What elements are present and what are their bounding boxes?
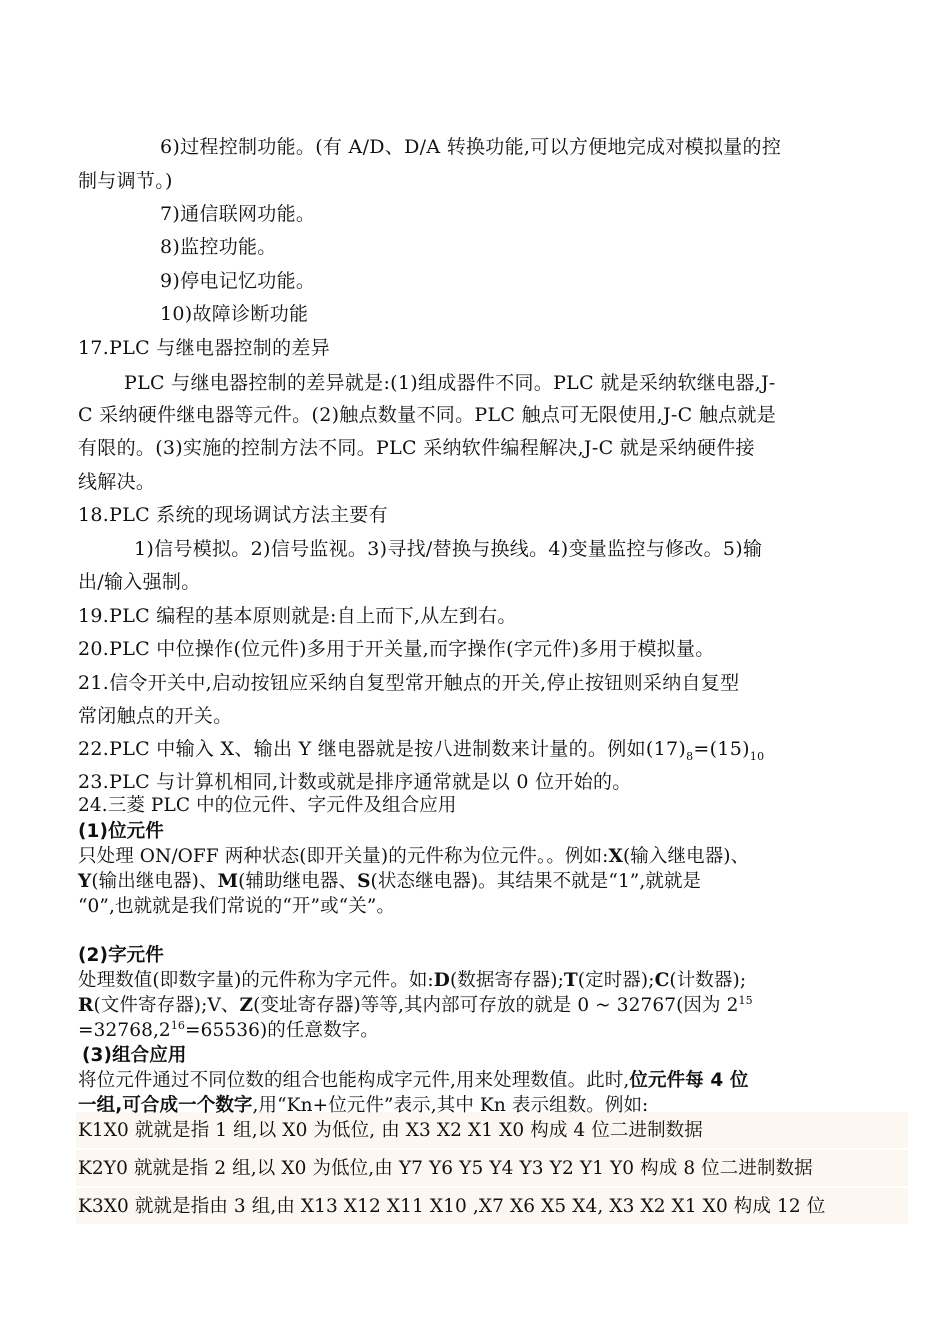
- text-line: 22.PLC 中输入 X、输出 Y 继电器就是按八进制数来计量的。例如$(17)_8=(15)_{10}$: [78, 738, 765, 763]
- text-line: 有限的。(3)实施的控制方法不同。PLC 采纳软件编程解决,J-C 就是采纳硬件接: [78, 437, 755, 459]
- section-heading: 18.PLC 系统的现场调试方法主要有: [78, 504, 388, 526]
- text-line: 6)过程控制功能。(有 A/D、D/A 转换功能,可以方便地完成对模拟量的控: [160, 136, 782, 158]
- text-line: 19.PLC 编程的基本原则就是:自上而下,从左到右。: [78, 605, 517, 627]
- subsection-heading: (1)位元件: [78, 821, 164, 842]
- text-line: $=32768,2^{16}=65536$)的任意数字。: [78, 1018, 379, 1041]
- text-line: 线解决。: [78, 471, 156, 493]
- text-line: 10)故障诊断功能: [160, 303, 309, 325]
- text-line: 1)信号模拟。2)信号监视。3)寻找/替换与换线。4)变量监控与修改。5)输: [134, 538, 763, 560]
- text-line: 常闭触点的开关。: [78, 705, 233, 727]
- text-line: 只处理 ON/OFF 两种状态(即开关量)的元件称为位元件。。例如:X(输入继电器)、: [78, 846, 750, 867]
- subsection-heading: (3)组合应用: [82, 1045, 187, 1066]
- text-line: R(文件寄存器);V、Z(变址寄存器)等等,其内部可存放的就是 0 ~ 32767(因为 $2^{15}$: [78, 993, 753, 1016]
- text-line: 23.PLC 与计算机相同,计数或就是排序通常就是以 0 位开始的。: [78, 771, 632, 793]
- example-line: K1X0 就就是指 1 组,以 X0 为低位, 由 X3 X2 X1 X0 构成 4 位二进制数据: [78, 1120, 703, 1141]
- text-line: PLC 与继电器控制的差异就是:(1)组成器件不同。PLC 就是采纳软继电器,J-: [124, 372, 776, 394]
- text-line: Y(输出继电器)、M(辅助继电器、S(状态继电器)。其结果不就是“1”,就就是: [78, 871, 702, 892]
- text-line: 一组,可合成一个数字,用“Kn+位元件”表示,其中 Kn 表示组数。例如:: [78, 1095, 649, 1116]
- text-line: 制与调节。): [78, 170, 173, 192]
- text-line: 7)通信联网功能。: [160, 203, 316, 225]
- text-line: 将位元件通过不同位数的组合也能构成字元件,用来处理数值。此时,位元件每 4 位: [78, 1070, 749, 1091]
- subsection-heading: (2)字元件: [78, 945, 164, 966]
- text-line: 21.信令开关中,启动按钮应采纳自复型常开触点的开关,停止按钮则采纳自复型: [78, 672, 740, 694]
- text-line: 处理数值(即数字量)的元件称为字元件。如:D(数据寄存器);T(定时器);C(计数器);: [78, 970, 747, 991]
- section-heading: 17.PLC 与继电器控制的差异: [78, 337, 330, 359]
- text-line: “0”,也就就是我们常说的“开”或“关”。: [78, 896, 395, 917]
- example-line: K3X0 就就是指由 3 组,由 X13 X12 X11 X10 ,X7 X6 X5 X4, X3 X2 X1 X0 构成 12 位: [78, 1196, 826, 1217]
- text-line: 20.PLC 中位操作(位元件)多用于开关量,而字操作(字元件)多用于模拟量。: [78, 638, 715, 660]
- section-heading: 24.三菱 PLC 中的位元件、字元件及组合应用: [78, 795, 457, 816]
- example-line: K2Y0 就就是指 2 组,以 X0 为低位,由 Y7 Y6 Y5 Y4 Y3 Y2 Y1 Y0 构成 8 位二进制数据: [78, 1158, 813, 1179]
- text-line: 出/输入强制。: [78, 571, 201, 593]
- text-line: 8)监控功能。: [160, 236, 277, 258]
- text-line: 9)停电记忆功能。: [160, 270, 316, 292]
- text-line: C 采纳硬件继电器等元件。(2)触点数量不同。PLC 触点可无限使用,J-C 触点就是: [78, 404, 777, 426]
